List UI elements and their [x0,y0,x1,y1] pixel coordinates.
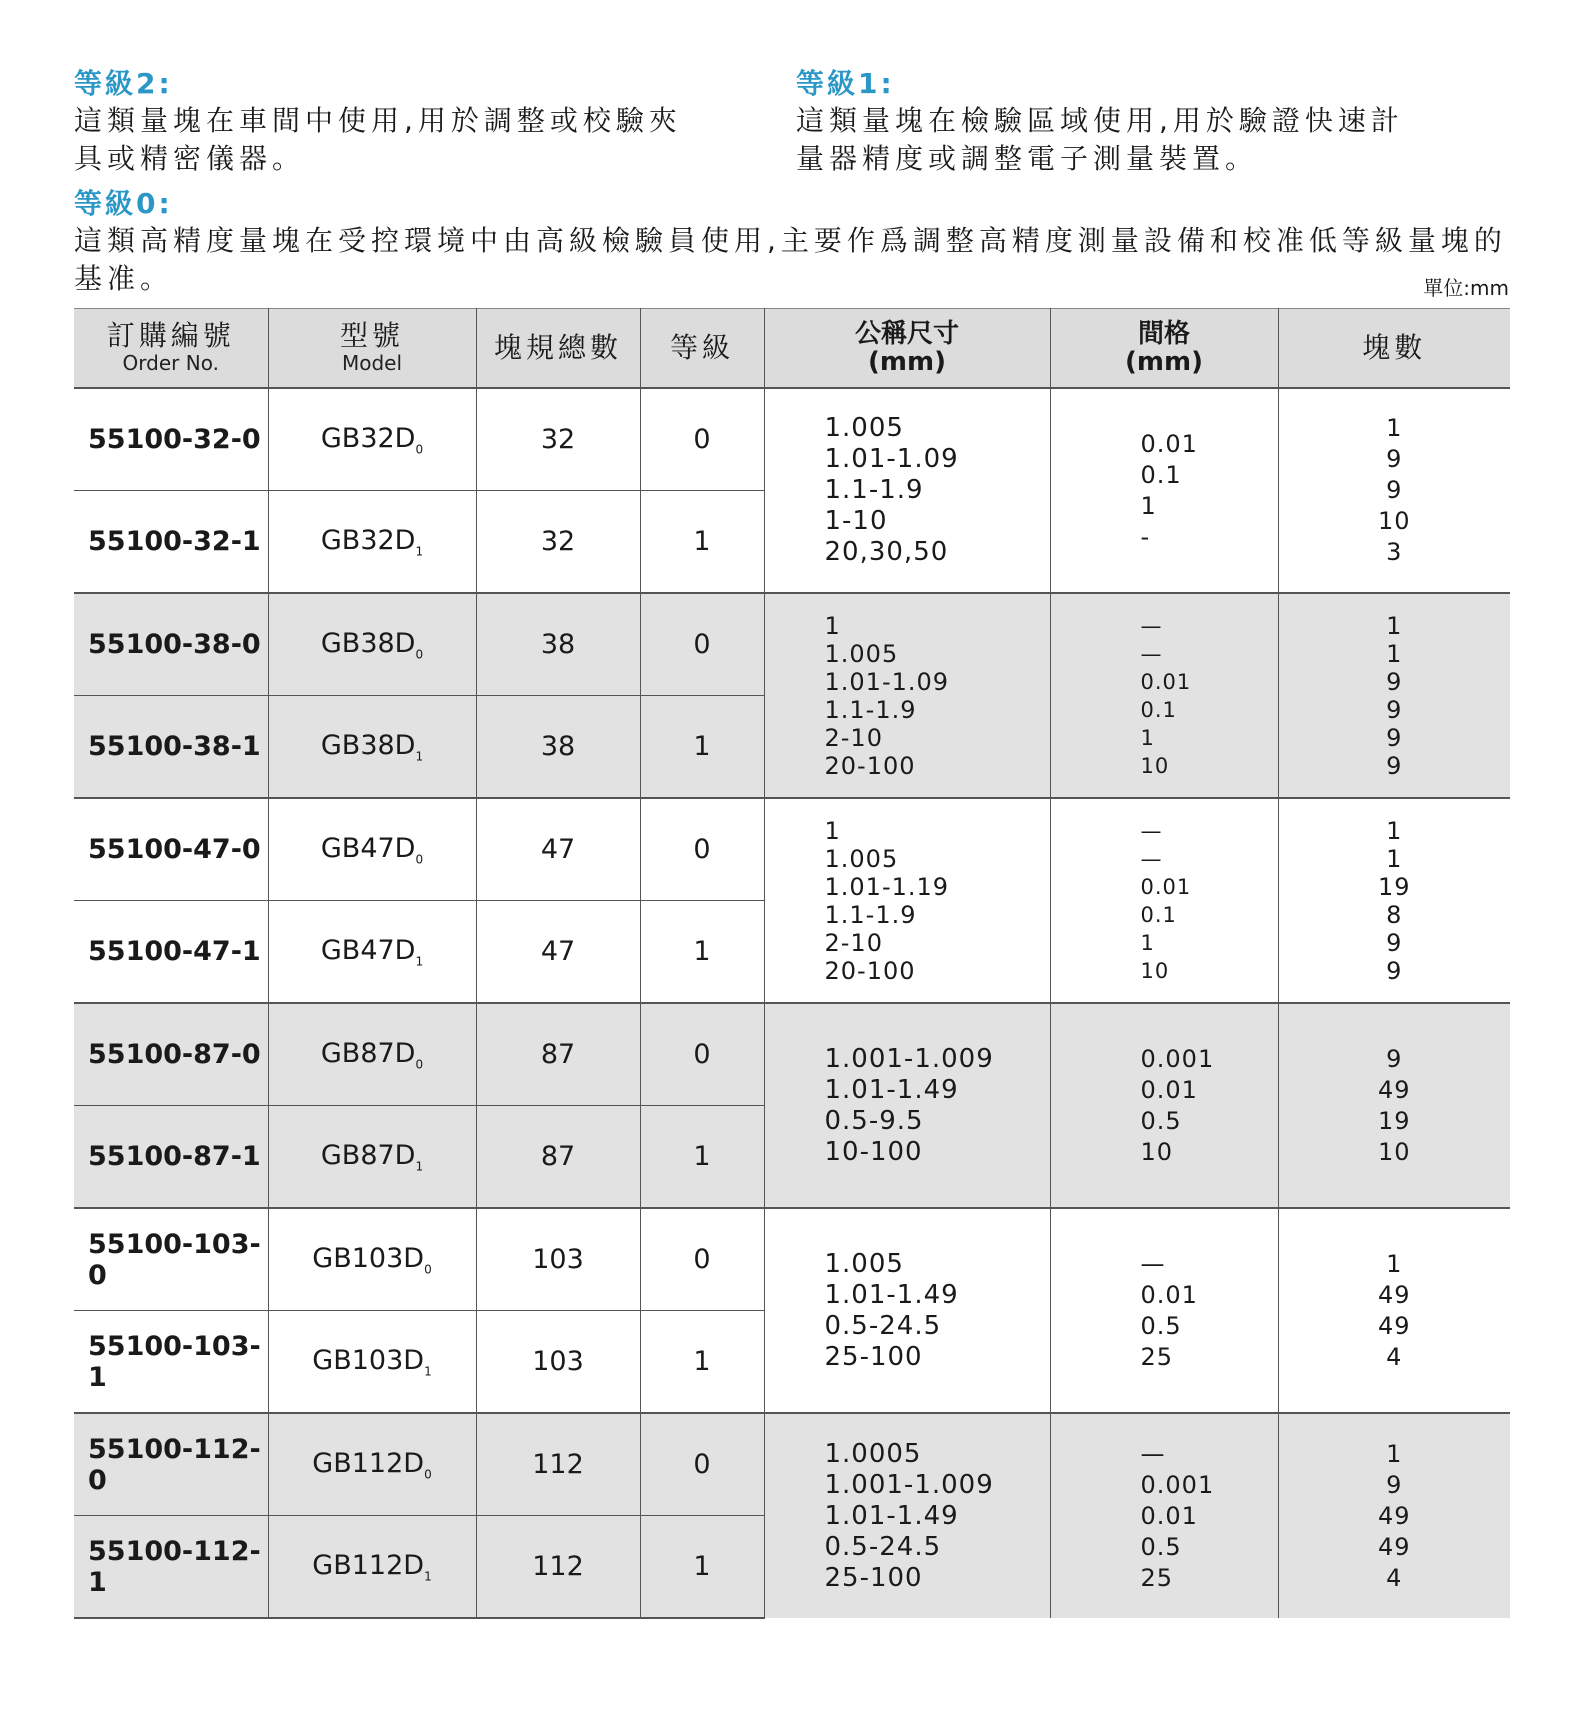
model-grade-subscript: 1 [415,954,424,969]
step-cell-list [1051,817,1278,985]
step-cell [1050,1003,1278,1208]
size-line: 1.01-1.19 [824,872,950,901]
size-line: 1 [824,816,841,845]
model-cell [268,1208,476,1311]
nominal-size-cell [764,1413,1050,1618]
size-line: 2-10 [824,928,883,957]
order-no-cell: 55100-112-1 [74,1516,268,1619]
count-cell [1278,593,1510,798]
header-model-en: Model [341,351,403,375]
count-line: 10 [1377,1137,1411,1166]
grade-2-description: 這類量塊在車間中使用,用於調整或校驗夾具或精密儀器。 [74,104,682,175]
total-cell: 47 [476,798,640,901]
header-order-en: Order No. [122,351,219,375]
count-line: 9 [1386,928,1403,957]
total-cell: 112 [476,1516,640,1619]
count-line: 1 [1386,639,1403,668]
step-cell [1050,798,1278,1003]
grade-1-description: 這類量塊在檢驗區域使用,用於驗證快速計量器精度或調整電子測量裝置。 [796,104,1404,175]
step-line: 0.1 [1140,460,1182,489]
header-total: 塊規總數 [476,309,640,389]
table-row [74,1208,1510,1311]
model-cell [268,696,476,799]
size-line: 2-10 [824,723,883,752]
model-cell [268,593,476,696]
order-no-cell: 55100-112-0 [74,1413,268,1516]
step-line: 10 [1140,1137,1174,1166]
model-grade-subscript: 1 [424,1364,432,1379]
size-line: 1.1-1.9 [824,695,917,724]
model-name: GB32D [320,422,416,454]
unit-label: 單位:mm [1423,276,1509,300]
total-cell: 38 [476,696,640,799]
step-line: 0.1 [1140,902,1177,927]
total-cell: 38 [476,593,640,696]
header-model-zh: 型號 [339,319,404,352]
count-line: 1 [1386,611,1403,640]
table-row [74,388,1510,491]
total-cell: 103 [476,1208,640,1311]
nominal-size-cell [764,593,1050,798]
nominal-size-cell [764,798,1050,1003]
order-no-cell: 55100-38-1 [74,696,268,799]
count-line: 9 [1386,1470,1403,1499]
size-line: 1.005 [824,1248,904,1279]
size-line: 0.5-9.5 [824,1105,924,1136]
step-line: 0.5 [1140,1532,1182,1561]
step-cell-list [1051,429,1278,553]
size-line: 1.005 [824,413,904,443]
count-line: 3 [1386,538,1403,566]
count-line: 9 [1386,667,1403,696]
grade-1-block [796,66,1436,178]
size-line: 10-100 [824,1136,923,1167]
grade-0-description: 這類高精度量塊在受控環境中由高級檢驗員使用,主要作爲調整高精度測量設備和校准低等級量塊的基准。 [74,224,1507,295]
count-line: 10 [1377,507,1411,535]
order-no-cell: 55100-32-1 [74,491,268,594]
step-cell-list [1051,1044,1278,1168]
step-line: 0.5 [1140,1311,1182,1340]
total-cell: 87 [476,1106,640,1209]
grade-cell: 0 [640,1003,764,1106]
model-grade-subscript: 1 [415,544,424,559]
count-line: 49 [1377,1532,1411,1561]
model-cell [268,491,476,594]
count-cell-list [1279,817,1511,985]
size-line: 1-10 [824,506,888,536]
grade-0-block [74,186,1514,298]
step-line: 1 [1140,491,1157,520]
step-line: 0.01 [1140,429,1198,458]
grade-cell: 1 [640,1106,764,1209]
count-line: 49 [1377,1075,1411,1104]
header-count: 塊數 [1278,309,1510,389]
size-line: 20-100 [824,751,916,780]
nominal-size-cell-list [765,1044,1050,1168]
step-line: — [1140,1439,1166,1468]
count-line: 9 [1386,445,1403,473]
size-line: 20,30,50 [824,537,949,567]
size-line: 0.5-24.5 [824,1310,942,1341]
count-line: 1 [1386,414,1403,442]
step-line: — [1140,1249,1166,1278]
size-line: 1.005 [824,639,899,668]
step-line: 1 [1140,930,1155,955]
nominal-size-cell-list [765,817,1050,985]
size-line: 25-100 [824,1341,923,1372]
step-cell-list [1051,1249,1278,1373]
size-line: 1.01-1.49 [824,1279,959,1310]
header-order-no [74,309,268,389]
grade-cell: 0 [640,388,764,491]
model-grade-subscript: 1 [424,1569,432,1584]
count-line: 4 [1386,1563,1403,1592]
size-line: 1.01-1.09 [824,667,950,696]
count-cell-list [1279,612,1511,780]
total-cell: 112 [476,1413,640,1516]
count-line: 9 [1386,476,1403,504]
grade-cell: 1 [640,696,764,799]
step-cell-list [1051,1439,1278,1594]
model-cell [268,901,476,1004]
model-cell [268,1413,476,1516]
step-line: 1 [1140,725,1155,750]
count-cell [1278,798,1510,1003]
model-grade-subscript: 0 [415,852,424,867]
model-name: GB103D [312,1344,425,1376]
step-line: 0.01 [1140,1501,1198,1530]
count-line: 49 [1377,1280,1411,1309]
nominal-size-cell [764,1208,1050,1413]
order-no-cell: 55100-87-1 [74,1106,268,1209]
grade-0-title: 等級0: [74,187,173,220]
nominal-size-cell [764,1003,1050,1208]
count-line: 19 [1377,872,1411,901]
header-grade: 等級 [640,309,764,389]
step-cell [1050,1413,1278,1618]
model-cell [268,388,476,491]
count-line: 9 [1386,695,1403,724]
nominal-size-cell [764,388,1050,593]
model-name: GB32D [320,524,416,556]
count-line: 19 [1377,1106,1411,1135]
grade-2-block [74,66,714,178]
model-name: GB87D [320,1139,416,1171]
step-line: — [1140,818,1163,843]
count-cell [1278,1208,1510,1413]
model-cell [268,1106,476,1209]
grade-cell: 1 [640,1311,764,1414]
step-cell [1050,388,1278,593]
count-line: 9 [1386,723,1403,752]
header-step [1050,309,1278,389]
model-grade-subscript: 1 [415,749,424,764]
model-name: GB87D [320,1037,416,1069]
step-line: 10 [1140,958,1170,983]
grade-2-title: 等級2: [74,67,173,100]
step-line: 0.01 [1140,1075,1198,1104]
count-cell-list [1279,413,1511,568]
count-line: 4 [1386,1342,1403,1371]
grade-cell: 0 [640,798,764,901]
table-row [74,1413,1510,1516]
step-line: 25 [1140,1563,1174,1592]
grade-1-title: 等級1: [796,67,895,100]
step-line: 0.01 [1140,1280,1198,1309]
order-no-cell: 55100-87-0 [74,1003,268,1106]
size-line: 1.01-1.09 [824,444,959,474]
size-line: 1.1-1.9 [824,900,917,929]
model-name: GB103D [312,1242,425,1274]
size-line: 25-100 [824,1562,923,1593]
grade-cell: 0 [640,1413,764,1516]
model-name: GB112D [312,1447,425,1479]
header-nominal-size [764,309,1050,389]
table-header-row [74,309,1510,389]
model-name: GB38D [320,729,416,761]
model-cell [268,1311,476,1414]
count-line: 9 [1386,751,1403,780]
gauge-block-spec-table [74,308,1510,1619]
order-no-cell: 55100-47-1 [74,901,268,1004]
table-body [74,388,1510,1618]
count-line: 49 [1377,1501,1411,1530]
model-grade-subscript: 0 [424,1467,432,1482]
size-line: 1.001-1.009 [824,1043,994,1074]
step-line: — [1140,613,1163,638]
header-model [268,309,476,389]
step-line: 25 [1140,1342,1174,1371]
total-cell: 32 [476,388,640,491]
step-cell-list [1051,612,1278,780]
order-no-cell: 55100-38-0 [74,593,268,696]
table-row [74,798,1510,901]
count-line: 1 [1386,1439,1403,1468]
size-line: 1.001-1.009 [824,1469,994,1500]
header-size-zh: 公稱尺寸 [854,319,959,349]
table-row [74,593,1510,696]
header-order-zh: 訂購編號 [106,319,235,352]
model-name: GB47D [320,934,416,966]
step-line: 0.001 [1140,1470,1215,1499]
count-line: 9 [1386,956,1403,985]
model-grade-subscript: 1 [415,1159,424,1174]
model-cell [268,1516,476,1619]
count-line: 1 [1386,844,1403,873]
model-cell [268,798,476,901]
nominal-size-cell-list [765,1249,1050,1373]
count-cell-list [1279,1044,1511,1168]
count-line: 9 [1386,1044,1403,1073]
model-name: GB38D [320,627,416,659]
nominal-size-cell-list [765,612,1050,780]
model-name: GB112D [312,1549,425,1581]
step-line: — [1140,641,1163,666]
size-line: 1.01-1.49 [824,1500,959,1531]
header-step-zh: 間格 [1137,319,1190,349]
count-line: 49 [1377,1311,1411,1340]
total-cell: 32 [476,491,640,594]
model-grade-subscript: 0 [415,442,424,457]
step-line: 0.01 [1140,669,1192,694]
count-line: 1 [1386,1249,1403,1278]
size-line: 1 [824,611,841,640]
grade-cell: 0 [640,593,764,696]
count-cell [1278,1003,1510,1208]
order-no-cell: 55100-103-0 [74,1208,268,1311]
size-line: 20-100 [824,956,916,985]
model-grade-subscript: 0 [415,1057,424,1072]
model-cell [268,1003,476,1106]
grade-cell: 1 [640,1516,764,1619]
nominal-size-cell-list [765,1439,1050,1594]
count-cell-list [1279,1249,1511,1373]
count-line: 1 [1386,816,1403,845]
model-name: GB47D [320,832,416,864]
model-grade-subscript: 0 [424,1262,432,1277]
step-cell [1050,593,1278,798]
step-cell [1050,1208,1278,1413]
step-line: 0.1 [1140,697,1177,722]
step-line: — [1140,846,1163,871]
step-line: 10 [1140,753,1170,778]
order-no-cell: 55100-103-1 [74,1311,268,1414]
model-grade-subscript: 0 [415,647,424,662]
step-line: 0.001 [1140,1044,1215,1073]
count-cell [1278,1413,1510,1618]
step-line: 0.01 [1140,874,1192,899]
grade-cell: 1 [640,491,764,594]
count-cell [1278,388,1510,593]
step-line: 0.5 [1140,1106,1182,1135]
total-cell: 87 [476,1003,640,1106]
size-line: 0.5-24.5 [824,1531,942,1562]
table-row [74,1003,1510,1106]
order-no-cell: 55100-32-0 [74,388,268,491]
size-line: 1.005 [824,844,899,873]
total-cell: 47 [476,901,640,1004]
nominal-size-cell-list [765,413,1050,568]
header-step-unit: (mm) [1125,347,1203,377]
size-line: 1.1-1.9 [824,475,924,505]
total-cell: 103 [476,1311,640,1414]
size-line: 1.0005 [824,1438,922,1469]
count-line: 8 [1386,900,1403,929]
size-line: 1.01-1.49 [824,1074,959,1105]
count-cell-list [1279,1439,1511,1594]
step-line: - [1140,522,1151,551]
header-size-unit: (mm) [868,347,946,377]
grade-cell: 1 [640,901,764,1004]
order-no-cell: 55100-47-0 [74,798,268,901]
grade-cell: 0 [640,1208,764,1311]
